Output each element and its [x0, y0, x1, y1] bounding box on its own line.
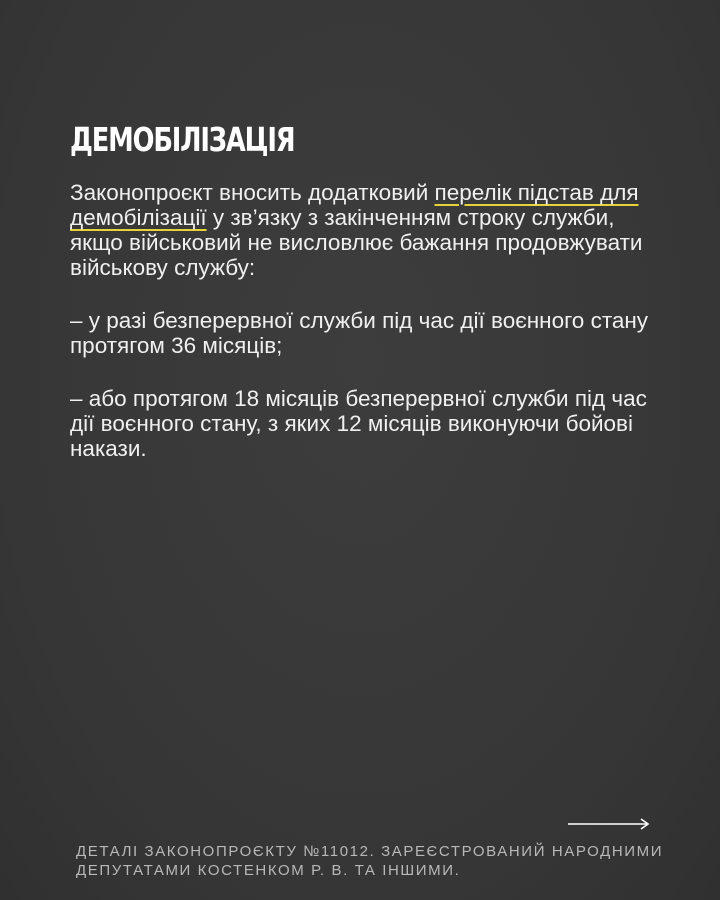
list-item: – або протягом 18 місяців безперервної служби під час дії воєнного стану, з яких 12 місяців виконуючи бойові накази.	[70, 386, 647, 461]
arrow-right-icon[interactable]	[568, 817, 650, 831]
footer-note: ДЕТАЛІ ЗАКОНОПРОЄКТУ №11012. ЗАРЕЄСТРОВАНИЙ НАРОДНИМИ ДЕПУТАТАМИ КОСТЕНКОМ Р. В. ТА ІНШИМИ.	[76, 843, 664, 879]
highlighted-phrase: перелік підстав для демобілізації	[70, 180, 639, 230]
intro-before: Законопроєкт вносить додатковий	[70, 180, 435, 205]
page-title: ДЕМОБІЛІЗАЦІЯ	[70, 120, 295, 159]
intro-after: у зв’язку з закінченням строку служби, якщо військовий не висловлює бажання продовжувати військову службу:	[70, 205, 643, 280]
list-item: – у разі безперервної служби під час дії воєнного стану протягом 36 місяців;	[70, 308, 649, 358]
intro-paragraph	[70, 180, 670, 280]
body-text	[70, 180, 670, 489]
